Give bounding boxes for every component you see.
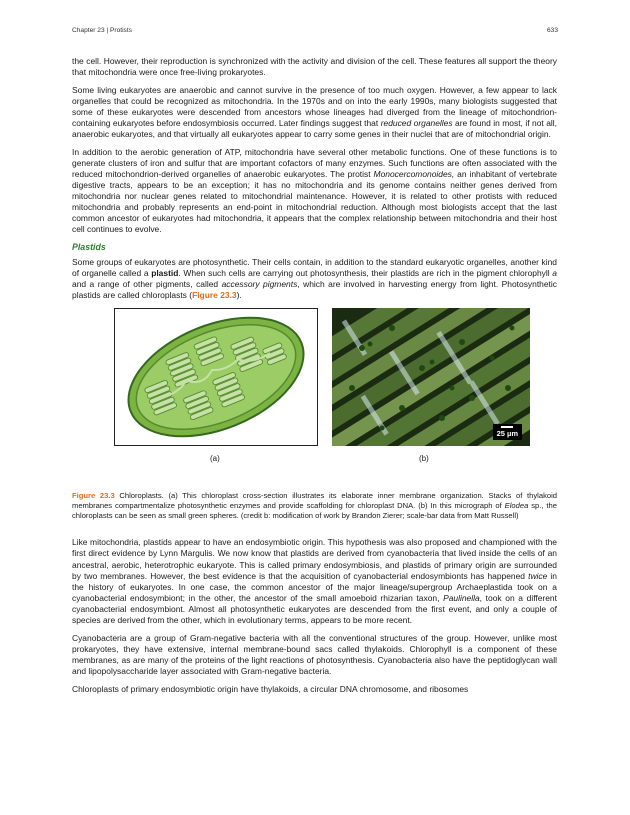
page-number: 633 (546, 27, 558, 34)
figure-caption: Figure 23.3 Chloroplasts. (a) This chloroplast cross-section illustrates its elaborate inner membrane organization. Stacks of thylakoid membranes compartmentalize photosynthetic enzymes and provide scaffolding for chloroplast DNA. (b) In this micrograph of Elodea sp., the chloroplasts can be seen as small green spheres. (credit b: modification of work by Brandon Zierer; scale-bar data from Matt Russell) (72, 490, 558, 521)
paragraph-4: Some groups of eukaryotes are photosynthetic. Their cells contain, in addition to the standard eukaryotic organelles, another kind of organelle called a plastid. When such cells are carrying out photosynthesis, their plastids are rich in the pigment chlorophyll a and a range of other pigments, called accessory pigments, which are involved in harvesting energy from light. Photosynthetic plastids are called chloroplasts (Figure 23.3). (72, 256, 557, 301)
paragraph-2: Some living eukaryotes are anaerobic and cannot survive in the presence of too much oxygen. However, a few appear to lack organelles that could be recognized as mitochondria. In the 1970s and on into the early 1990s, many biologists suggested that some of these eukaryotes were descended from ancestors whose lineages had diverged from the lineage of mitochondrion-containing eukaryotes before endosymbiosis occurred. Later findings suggest that reduced organelles are found in most, if not all, anaerobic eukaryotes, and that virtually all eukaryotes appear to carry some genes in their nuclei that are of mitochondrial origin. (72, 84, 557, 140)
chapter-title: Chapter 23 | Protists (72, 27, 132, 34)
chloroplast-diagram (114, 308, 318, 446)
figure-23-3 (72, 308, 557, 488)
page-body (72, 56, 557, 701)
paragraph-5: Like mitochondria, plastids appear to have an endosymbiotic origin. This hypothesis was also proposed and championed with the first direct evidence by Lynn Margulis. We now know that plastids are derived from cyanobacteria that lived inside the cells of an ancestral, aerobic, heterotrophic eukaryote. This is called primary endosymbiosis, and plastids of primary origin are surrounded by two membranes. However, the best evidence is that the acquisition of cyanobacterial endosymbionts has happened twice in the history of eukaryotes. In one case, the common ancestor of the major lineage/supergroup Archaeplastida took on a cyanobacterial endosymbiont; in the other, the ancestor of the small amoeboid rhizarian taxon, Paulinella, took on a different cyanobacterial endosymbiont. Almost all photosynthetic eukaryotes are descended from the first event, and only a couple of species are derived from the other, which in evolutionary terms, appears to be more recent. (72, 537, 557, 626)
paragraph-7: Chloroplasts of primary endosymbiotic origin have thylakoids, a circular DNA chromosome, and ribosomes (72, 683, 469, 694)
scale-bar: 25 µm (493, 424, 522, 440)
panel-label-b: (b) (419, 453, 429, 463)
figure-link[interactable]: Figure 23.3 (192, 290, 237, 301)
paragraph-1: the cell. However, their reproduction is synchronized with the activity and division of the cell. These features all support the theory that mitochondria were once free-living prokaryotes. (72, 56, 557, 78)
chloroplast-illustration (115, 309, 317, 445)
elodea-micrograph (332, 308, 530, 446)
panel-label-a: (a) (210, 453, 220, 463)
page-header (72, 27, 558, 39)
paragraph-3: In addition to the aerobic generation of ATP, mitochondria have several other metabolic functions. One of these functions is to generate clusters of iron and sulfur that are important cofactors of many enzymes. Such functions are often associated with the reduced mitochondrion-derived organelles of anaerobic eukaryotes. The protist Monocercomonoides, an inhabitant of vertebrate digestive tracts, appears to be an exception; it has no mitochondria and its genome contains neither genes derived from mitochondria nor nuclear genes related to mitochondrial maintenance. However, it is related to other protists with reduced mitochondria and probably represents an end-point in mitochondrial reduction. Although most biologists accept that the last common ancestor of eukaryotes had mitochondria, it appears that the complex relationship between mitochondria and their host cell continues to evolve. (72, 146, 558, 235)
section-heading-plastids: Plastids (72, 241, 106, 252)
paragraph-6: Cyanobacteria are a group of Gram-negative bacteria with all the conventional structures of the group. However, unlike most prokaryotes, they have extensive, internal membrane-bound sacs called thylakoids. Chlorophyll is a component of these membranes, as are many of the proteins of the light reactions of photosynthesis. Cyanobacteria also have the peptidoglycan wall and lipopolysaccharide layer associated with Gram-negative bacteria. (72, 632, 557, 676)
